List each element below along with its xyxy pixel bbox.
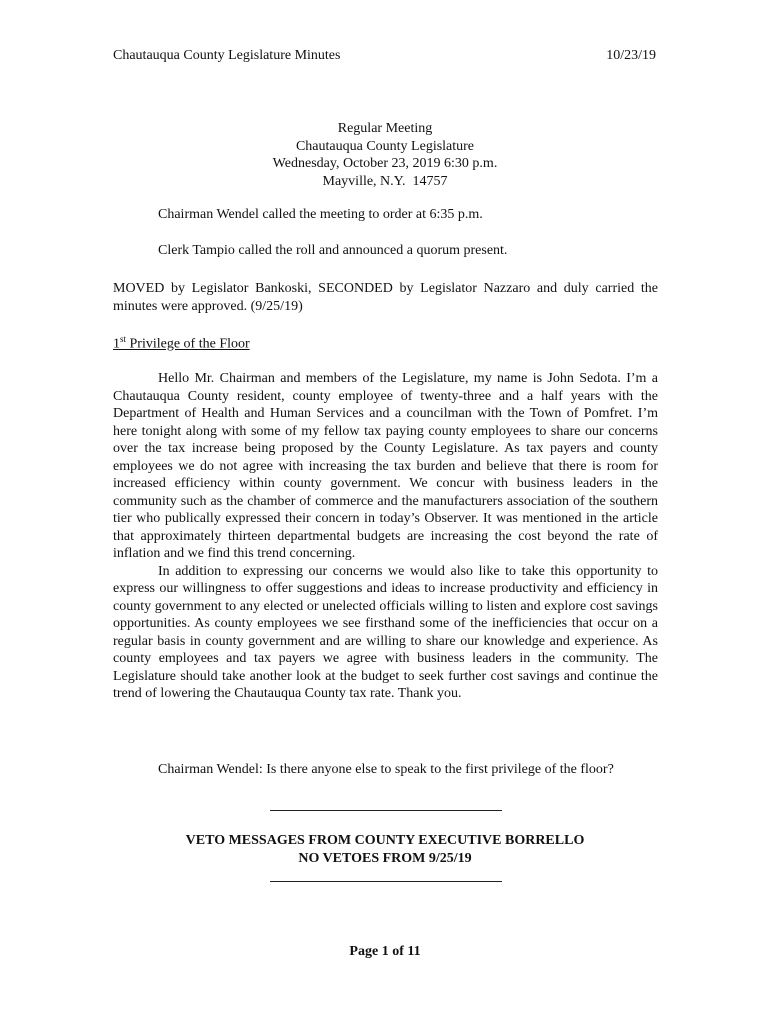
meeting-heading: [0, 120, 770, 190]
roll-call: Clerk Tampio called the roll and announced a quorum present.: [158, 243, 508, 258]
section-ordinal: st: [120, 334, 127, 344]
veto-title: VETO MESSAGES FROM COUNTY EXECUTIVE BORRELLO: [185, 833, 585, 848]
section-number: 1: [113, 336, 120, 352]
meeting-body: Chautauqua County Legislature: [295, 138, 475, 154]
speech-paragraph: In addition to expressing our concerns we would also like to take this opportunity to express our willingness to offer suggestions and ideas to increase productivity and efficiency in county government to any elected or unelected officials willing to listen and explore cost savings opportunities. As county employees we see firsthand some of the inefficiencies that occur on a regular basis in county government and are willing to share our knowledge and experience. As county employees and tax payers we agree with business leaders in the community. The Legislature should take another look at the budget to seek further cost savings and continue the trend of lowering the Chautauqua County tax rate. Thank you.: [113, 563, 658, 701]
meeting-datetime: Wednesday, October 23, 2019 6:30 p.m.: [272, 156, 498, 171]
page-number: Page 1 of 11: [349, 944, 421, 959]
header-date: 10/23/19: [606, 48, 656, 63]
veto-status: NO VETOES FROM 9/25/19: [298, 850, 472, 866]
speech-paragraph: Hello Mr. Chairman and members of the Legislature, my name is John Sedota. I’m a Chautauqua County resident, county employee of twenty-three and a half years with the Department of Health and Human Services and a councilman with the Town of Pomfret. I’m here tonight along with some of my fellow tax paying county employees to share our concerns over the tax increase being proposed by the County Legislature. As tax payers and county employees we do not agree with increasing the tax burden and believe that there is room for increased efficiency within county government. We concur with business leaders in the community such as the chamber of commerce and the manufacturers association of the southern tier who publically expressed their concern in today’s Observer. It was mentioned in the article that approximately thirteen departmental budgets are increasing the cost beyond the rate of inflation and we find this trend concerning.: [113, 371, 658, 561]
meeting-type: Regular Meeting: [337, 121, 433, 136]
header-title: Chautauqua County Legislature Minutes: [113, 48, 341, 63]
motion-text: MOVED by Legislator Bankoski, SECONDED by Legislator Nazzaro and duly carried the minutes were approved. (9/25/19): [113, 281, 658, 314]
speech-body: [113, 370, 658, 703]
divider: [270, 810, 502, 811]
chairman-question: Chairman Wendel: Is there anyone else to speak to the first privilege of the floor?: [158, 762, 614, 777]
meeting-location: Mayville, N.Y. 14757: [322, 173, 448, 189]
section-title: Privilege of the Floor: [126, 336, 250, 352]
section-heading: [113, 334, 250, 353]
divider: [270, 881, 502, 882]
veto-heading: [0, 832, 770, 867]
call-to-order: Chairman Wendel called the meeting to order at 6:35 p.m.: [158, 207, 483, 222]
